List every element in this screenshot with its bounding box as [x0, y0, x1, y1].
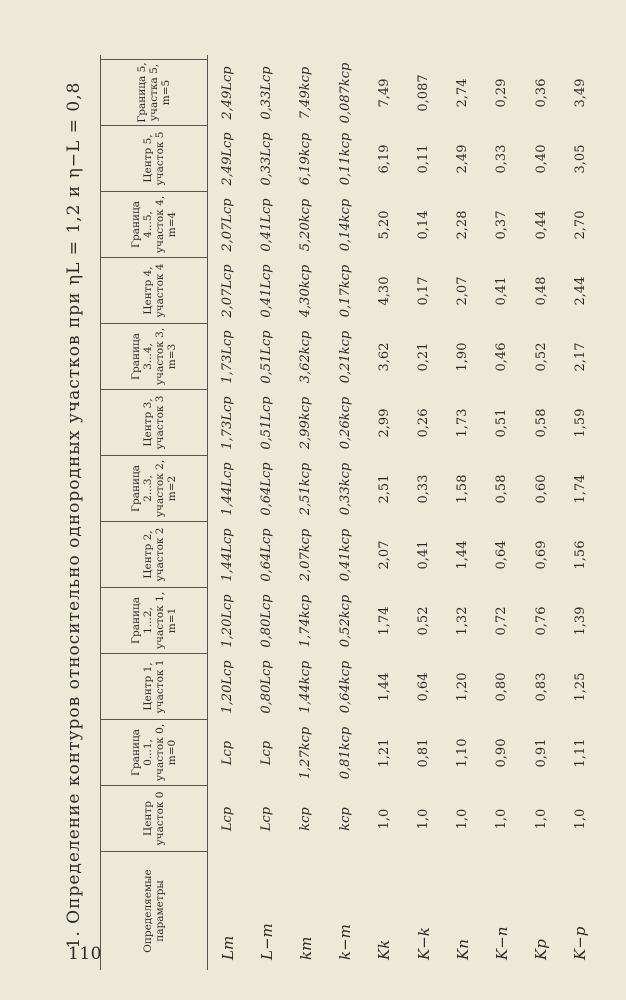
column-header: Граница 3...4, участок 3, m=3 — [100, 324, 208, 390]
table-cell: 6,19 — [376, 144, 392, 174]
table-cell: 0,087 — [416, 74, 432, 112]
column-header: Центр 4, участок 4 — [100, 258, 208, 324]
table-cell: 0,58 — [533, 408, 549, 438]
table-cell: 2,49Lcp — [220, 132, 236, 186]
table-cell: 0,33Lcp — [259, 132, 275, 186]
table-cell: 1,20Lcp — [220, 594, 236, 648]
column-header: Определяемые параметры — [100, 852, 208, 970]
table-cell: 0,11kcp — [337, 132, 353, 186]
table-cell: 1,59 — [572, 408, 588, 438]
table-cell: 1,73Lcp — [220, 396, 236, 450]
table-cell: 0,46 — [494, 342, 510, 372]
data-table — [100, 60, 600, 970]
table-cell: 0,52kcp — [337, 594, 353, 648]
row-label: Kk — [375, 939, 394, 960]
row-label: K−k — [414, 927, 433, 960]
row-label: K−n — [492, 926, 511, 960]
table-cell: 0,41 — [416, 540, 432, 570]
table-cell: 0,72 — [494, 606, 510, 636]
table-cell: 2,07kcp — [298, 528, 314, 582]
table-cell: 1,0 — [376, 808, 392, 830]
table-cell: 0,81kcp — [337, 726, 353, 780]
table-cell: 0,52 — [416, 606, 432, 636]
column-header: Граница 5, участка 5, m=5 — [100, 60, 208, 126]
table-cell: 0,41Lcp — [259, 198, 275, 252]
table-cell: 0,76 — [533, 606, 549, 636]
table-cell: 2,07 — [455, 276, 471, 306]
page-number: 110 — [68, 944, 102, 964]
table-cell: 0,14kcp — [337, 198, 353, 252]
table-cell: 1,10 — [455, 738, 471, 768]
column-header: Граница 0...1, участок 0, m=0 — [100, 720, 208, 786]
table-cell: 1,27kcp — [298, 726, 314, 780]
column-header: Центр 1, участок 1 — [100, 654, 208, 720]
table-cell: 1,56 — [572, 540, 588, 570]
table-cell: 1,74 — [376, 606, 392, 636]
table-cell: 0,44 — [533, 210, 549, 240]
table-cell: kcp — [298, 807, 314, 831]
table-cell: 0,33 — [416, 474, 432, 504]
table-cell: 0,64 — [494, 540, 510, 570]
column-header: Граница 2...3, участок 2, m=2 — [100, 456, 208, 522]
table-cell: 0,69 — [533, 540, 549, 570]
table-cell: 1,44Lcp — [220, 528, 236, 582]
column-header-blank — [100, 55, 208, 60]
table-cell: 0,41kcp — [337, 528, 353, 582]
column-header: Центр 5, участок 5 — [100, 126, 208, 192]
table-cell: 2,49Lcp — [220, 66, 236, 120]
table-cell: 2,99kcp — [298, 396, 314, 450]
table-cell: 3,62kcp — [298, 330, 314, 384]
table-cell: 1,20 — [455, 672, 471, 702]
table-cell: 1,0 — [533, 808, 549, 830]
table-cell: 1,44Lcp — [220, 462, 236, 516]
table-cell: 0,33 — [494, 144, 510, 174]
table-cell: 0,40 — [533, 144, 549, 174]
table-cell: 2,28 — [455, 210, 471, 240]
table-cell: 1,90 — [455, 342, 471, 372]
table-cell: 0,11 — [416, 144, 432, 174]
row-label: K−p — [571, 926, 590, 960]
table-cell: 0,087kcp — [337, 62, 353, 124]
table-cell: 0,14 — [416, 210, 432, 240]
table-cell: 3,05 — [572, 144, 588, 174]
table-cell: 1,58 — [455, 474, 471, 504]
table-cell: 0,51Lcp — [259, 396, 275, 450]
column-header: Центр 2, участок 2 — [100, 522, 208, 588]
table-cell: 3,49 — [572, 78, 588, 108]
column-header: Граница 1...2, участок 1, m=1 — [100, 588, 208, 654]
table-cell: 1,74 — [572, 474, 588, 504]
column-header: Граница 4...5, участок 4, m=4 — [100, 192, 208, 258]
table-cell: 2,07 — [376, 540, 392, 570]
table-cell: 0,52 — [533, 342, 549, 372]
table-cell: 1,73 — [455, 408, 471, 438]
table-cell: 2,70 — [572, 210, 588, 240]
table-cell: 0,33Lcp — [259, 66, 275, 120]
table-cell: 0,26kcp — [337, 396, 353, 450]
table-cell: 0,81 — [416, 738, 432, 768]
row-label: Kn — [453, 939, 472, 960]
table-cell: 0,64kcp — [337, 660, 353, 714]
table-cell: 0,91 — [533, 738, 549, 768]
table-cell: 0,64 — [416, 672, 432, 702]
table-cell: 1,20Lcp — [220, 660, 236, 714]
table-cell: 1,44kcp — [298, 660, 314, 714]
table-cell: 4,30kcp — [298, 264, 314, 318]
rotated-table-block — [60, 60, 600, 970]
table-cell: 0,41 — [494, 276, 510, 306]
table-cell: 2,17 — [572, 342, 588, 372]
row-label: Lm — [218, 935, 237, 960]
table-cell: 0,58 — [494, 474, 510, 504]
table-cell: 1,0 — [416, 808, 432, 830]
table-cell: 1,74kcp — [298, 594, 314, 648]
table-cell: 0,80Lcp — [259, 594, 275, 648]
table-cell: 5,20kcp — [298, 198, 314, 252]
table-cell: 0,29 — [494, 78, 510, 108]
table-cell: 7,49 — [376, 78, 392, 108]
table-cell: 2,07Lcp — [220, 198, 236, 252]
table-cell: 4,30 — [376, 276, 392, 306]
table-cell: 5,20 — [376, 210, 392, 240]
table-title: 1. Определение контуров относительно однородных участков при ηL = 1,2 и η−L = 0,8 — [64, 81, 84, 949]
table-cell: 0,48 — [533, 276, 549, 306]
table-cell: 2,49 — [455, 144, 471, 174]
table-cell: 0,37 — [494, 210, 510, 240]
table-cell: 0,80Lcp — [259, 660, 275, 714]
table-cell: 1,44 — [455, 540, 471, 570]
table-cell: 0,60 — [533, 474, 549, 504]
row-label: k−m — [336, 924, 355, 960]
row-label: km — [296, 936, 315, 960]
table-cell: 7,49kcp — [298, 66, 314, 120]
table-cell: Lcp — [259, 806, 275, 832]
table-cell: kcp — [337, 807, 353, 831]
table-cell: 2,99 — [376, 408, 392, 438]
table-cell: 0,21 — [416, 342, 432, 372]
table-cell: 1,44 — [376, 672, 392, 702]
table-cell: 0,33kcp — [337, 462, 353, 516]
table-cell: 0,17 — [416, 276, 432, 306]
table-cell: 2,74 — [455, 78, 471, 108]
table-cell: 1,0 — [572, 808, 588, 830]
table-cell: 0,90 — [494, 738, 510, 768]
table-cell: 1,32 — [455, 606, 471, 636]
row-label: L−m — [257, 923, 276, 960]
table-cell: 2,07Lcp — [220, 264, 236, 318]
table-cell: Lcp — [259, 740, 275, 766]
table-cell: 2,44 — [572, 276, 588, 306]
table-cell: 0,51Lcp — [259, 330, 275, 384]
table-cell: 1,73Lcp — [220, 330, 236, 384]
table-cell: 0,64Lcp — [259, 528, 275, 582]
table-cell: 1,0 — [494, 808, 510, 830]
column-header: Центр участок 0 — [100, 786, 208, 852]
table-cell: 0,17kcp — [337, 264, 353, 318]
table-cell: Lcp — [220, 740, 236, 766]
column-header: Центр 3, участок 3 — [100, 390, 208, 456]
table-cell: 2,51 — [376, 474, 392, 504]
table-cell: 1,21 — [376, 738, 392, 768]
table-cell: 6,19kcp — [298, 132, 314, 186]
table-cell: 0,83 — [533, 672, 549, 702]
table-cell: 3,62 — [376, 342, 392, 372]
table-cell: 0,80 — [494, 672, 510, 702]
table-cell: 0,64Lcp — [259, 462, 275, 516]
table-cell: 0,26 — [416, 408, 432, 438]
table-cell: 0,21kcp — [337, 330, 353, 384]
table-cell: 2,51kcp — [298, 462, 314, 516]
table-cell: Lcp — [220, 806, 236, 832]
table-cell: 1,25 — [572, 672, 588, 702]
table-cell: 0,51 — [494, 408, 510, 438]
row-label: Kp — [532, 939, 551, 960]
table-cell: 1,39 — [572, 606, 588, 636]
table-cell: 1,0 — [455, 808, 471, 830]
table-cell: 0,36 — [533, 78, 549, 108]
table-cell: 0,41Lcp — [259, 264, 275, 318]
table-cell: 1,11 — [572, 738, 588, 768]
